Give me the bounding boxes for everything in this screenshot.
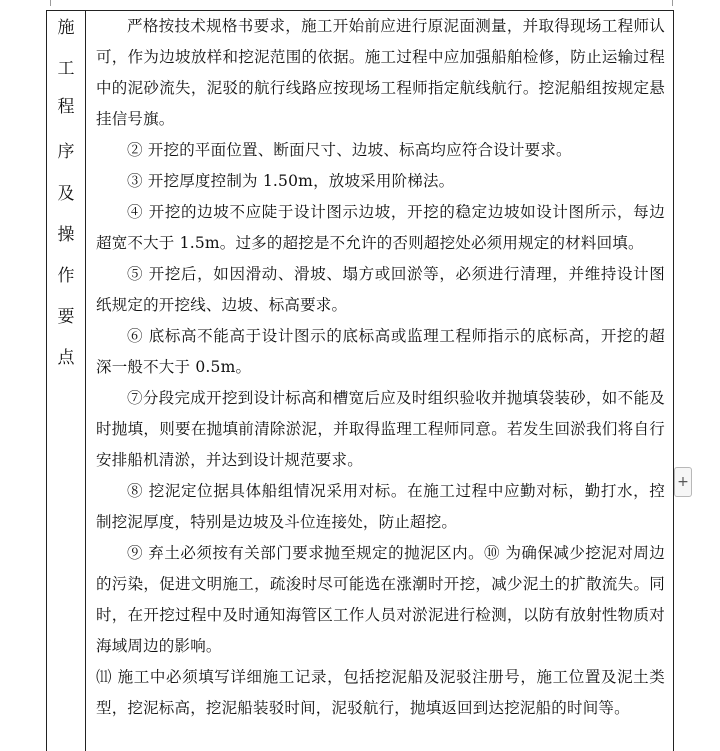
paragraph-item-7: ⑦分段完成开挖到设计标高和槽宽后应及时组织验收并抛填袋装砂，如不能及时抛填，则要在抛填前清除淤泥，并取得监理工程师同意。若发生回淤我们将自行安排船机清淤，并达到设计规范要求。	[96, 389, 665, 469]
plus-icon: +	[677, 474, 689, 490]
section-label-char: 作	[57, 266, 75, 286]
paragraph-item-2: ② 开挖的平面位置、断面尺寸、边坡、标高均应符合设计要求。	[127, 141, 572, 159]
section-label-char: 施	[57, 18, 75, 38]
page-corner-mark	[672, 0, 687, 6]
paragraph-item-8: ⑧ 挖泥定位据具体船组情况采用对标。在施工过程中应勤对标，勤打水，控制挖泥厚度，特别是边坡及斗位连接处，防止超挖。	[96, 482, 665, 531]
section-label-char: 及	[57, 184, 75, 204]
paragraph-item-9-10: ⑨ 弃土必须按有关部门要求抛至规定的抛泥区内。⑩ 为确保减少挖泥对周边的污染，促进文明施工，疏浚时尽可能选在涨潮时开挖，减少泥土的扩散流失。同时，在开挖过程中及时通知海管区工作人员对淤泥进行检测，以防有放射性物质对海域周边的影响。	[96, 544, 665, 655]
paragraph-item-4: ④ 开挖的边坡不应陡于设计图示边坡，开挖的稳定边坡如设计图所示，每边超宽不大于 1.5m。过多的超挖是不允许的否则超挖处必须用规定的材料回填。	[96, 203, 665, 252]
paragraph-survey: 严格按技术规格书要求，施工开始前应进行原泥面测量，并取得现场工程师认可，作为边坡放样和挖泥范围的依据。施工过程中应加强船舶检修，防止运输过程中的泥砂流失，泥驳的航行线路应按现场工程师指定航线航行。挖泥船组按规定悬挂信号旗。	[96, 17, 665, 128]
section-label-char: 要	[57, 307, 75, 327]
document-table	[46, 10, 674, 751]
add-row-button[interactable]	[674, 467, 692, 497]
section-label-column	[47, 11, 86, 751]
paragraph-item-6: ⑥ 底标高不能高于设计图示的底标高或监理工程师指示的底标高，开挖的超深一般不大于 0.5m。	[96, 327, 665, 376]
section-content	[86, 11, 673, 724]
section-label-char: 程	[57, 97, 75, 117]
section-label-char: 工	[57, 59, 75, 79]
paragraph-item-11: ⑾ 施工中必须填写详细施工记录，包括挖泥船及泥驳注册号，施工位置及泥土类型，挖泥标高，挖泥船装驳时间，泥驳航行，抛填返回到达挖泥船的时间等。	[96, 668, 665, 717]
paragraph-item-5: ⑤ 开挖后，如因滑动、滑坡、塌方或回淤等，必须进行清理，并维持设计图纸规定的开挖线、边坡、标高要求。	[96, 265, 665, 314]
section-label-char: 操	[57, 225, 75, 245]
paragraph-item-3: ③ 开挖厚度控制为 1.50m，放坡采用阶梯法。	[127, 172, 455, 190]
section-label-char: 点	[57, 348, 75, 368]
section-label-char: 序	[57, 142, 75, 162]
page-corner-mark	[36, 0, 51, 6]
